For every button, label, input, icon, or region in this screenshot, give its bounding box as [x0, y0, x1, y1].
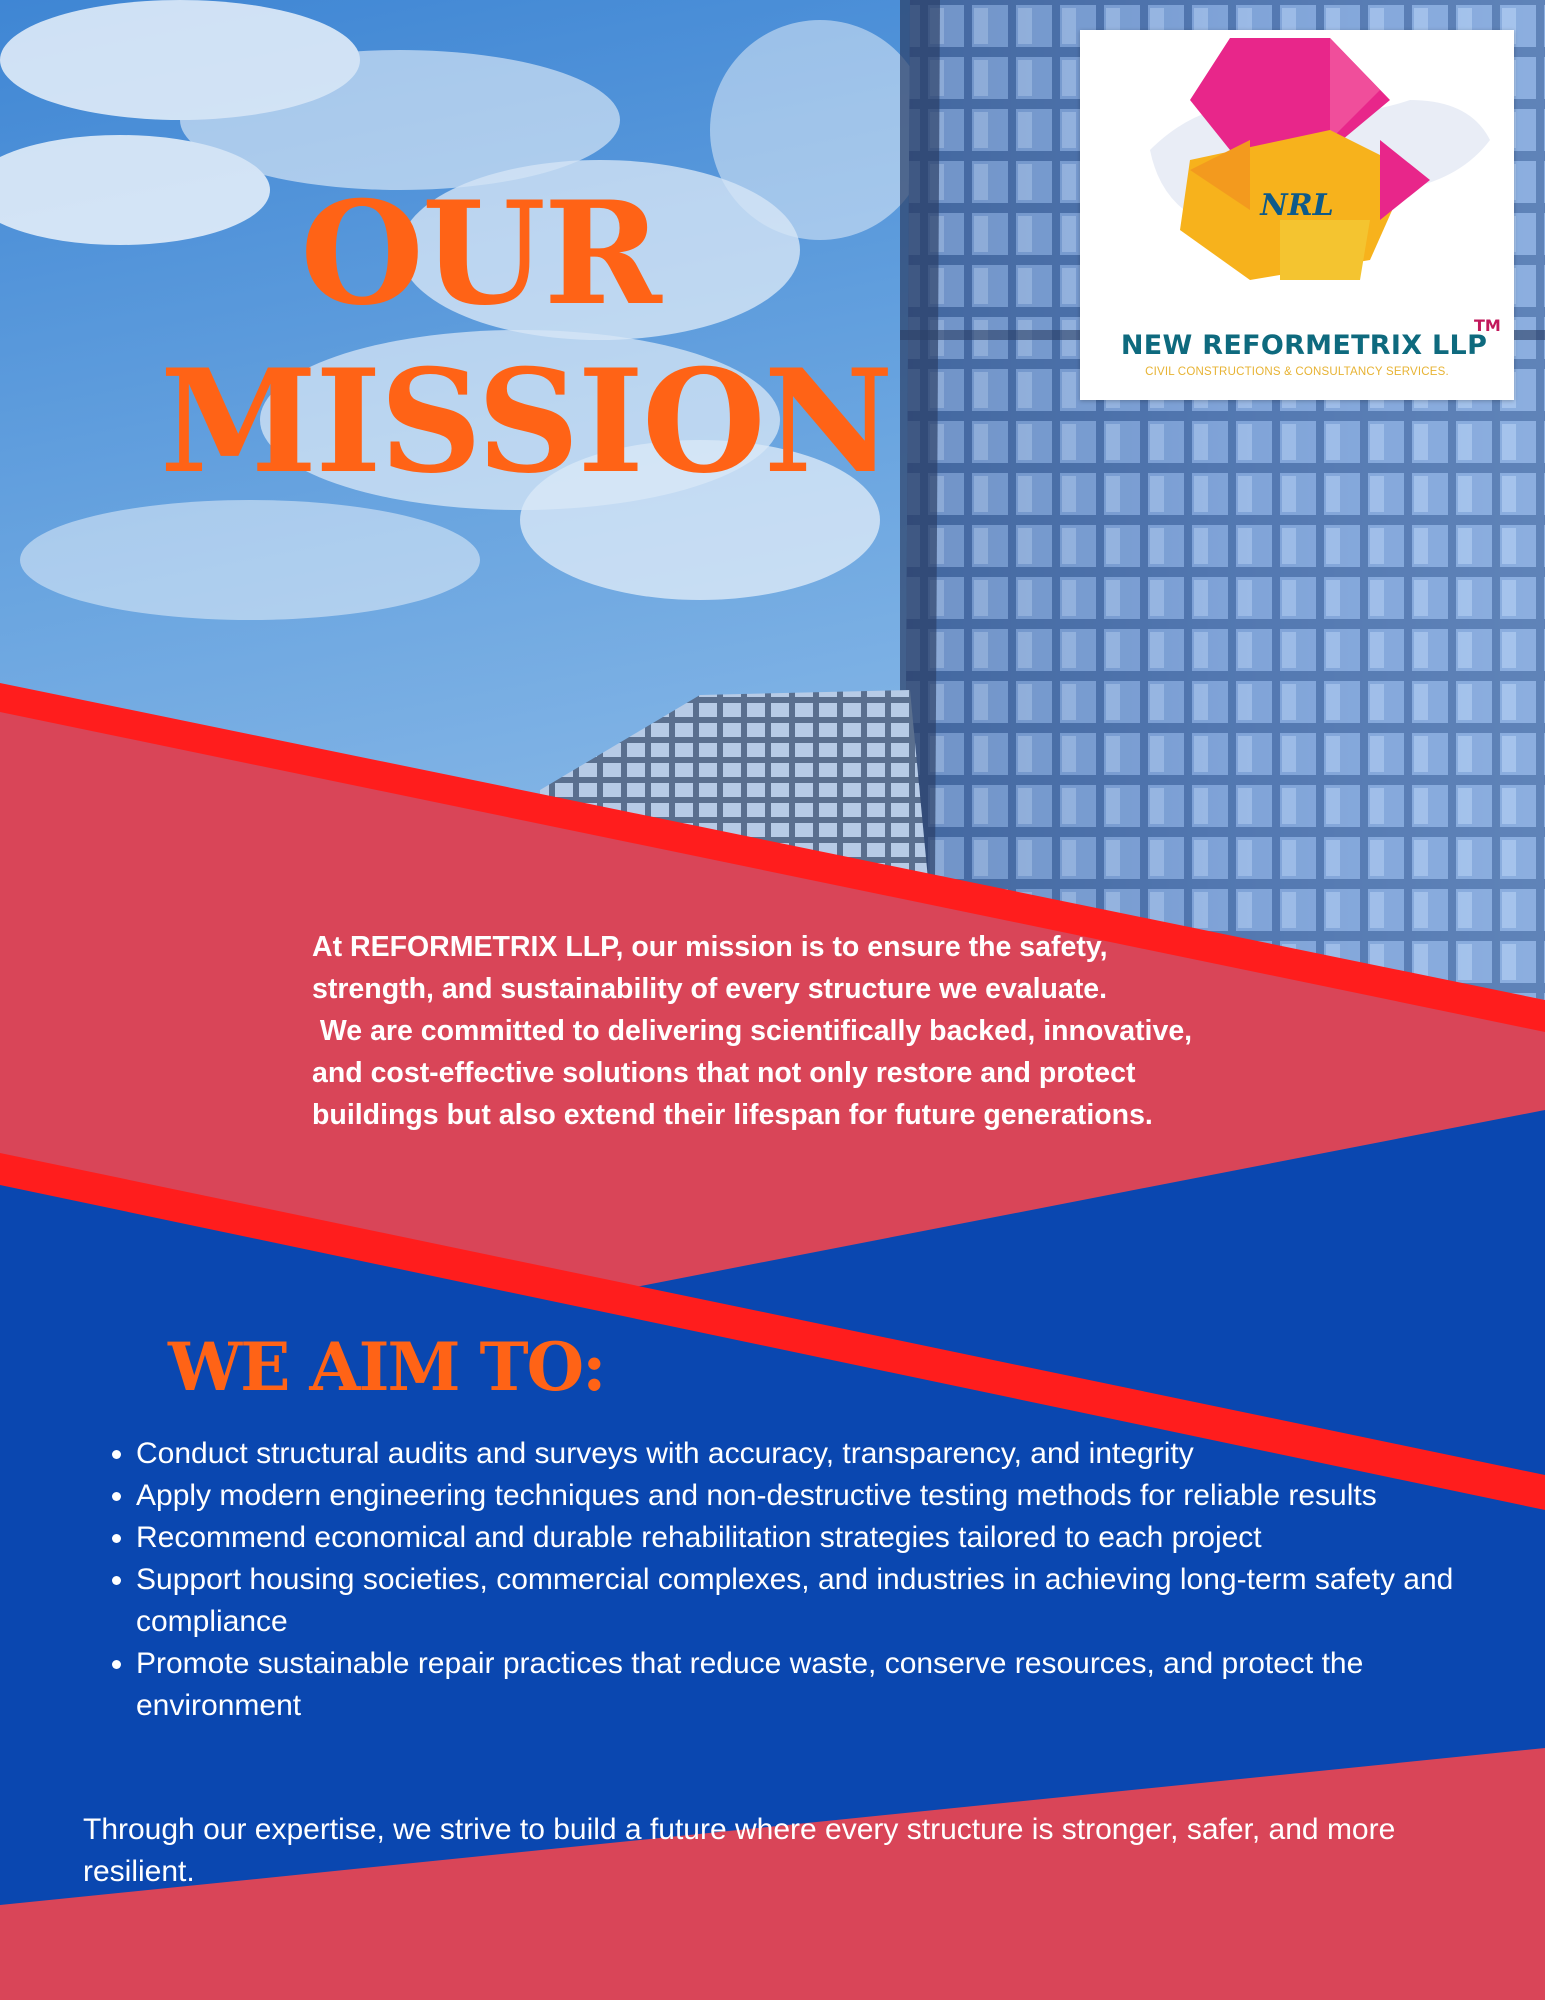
trademark-mark: TM	[1474, 316, 1501, 335]
intro-paragraph-2: We are committed to delivering scientifically backed, innovative, and cost-effective solutions that not only restore and protect buildings but also extend their lifespan for future generations.	[312, 1015, 1201, 1131]
list-item: • Conduct structural audits and surveys with accuracy, transparency, and integrity	[136, 1433, 1466, 1475]
title-line-2: MISSION	[160, 339, 892, 505]
logo-initials: NRL	[1260, 188, 1334, 223]
title-line-1: OUR	[300, 171, 660, 337]
logo-company-name: NEW REFORMETRIX LLP	[1120, 330, 1488, 361]
list-item: • Support housing societies, commercial complexes, and industries in achieving long-term safety and compliance	[136, 1559, 1466, 1643]
closing-statement: Through our expertise, we strive to build a future where every structure is stronger, safer, and more resilient.	[83, 1813, 1396, 1888]
company-logo	[1080, 30, 1514, 400]
logo-tagline: CIVIL CONSTRUCTIONS & CONSULTANCY SERVICES.	[1145, 366, 1449, 378]
page-title	[160, 170, 892, 506]
list-item: • Recommend economical and durable rehabilitation strategies tailored to each project	[136, 1517, 1466, 1559]
aims-heading: WE AIM TO:	[168, 1328, 605, 1406]
aims-list	[98, 1433, 1466, 1727]
list-item: • Apply modern engineering techniques and non-destructive testing methods for reliable results	[136, 1475, 1466, 1517]
mission-intro	[312, 926, 1212, 1136]
intro-paragraph-1: At REFORMETRIX LLP, our mission is to ensure the safety, strength, and sustainability of every structure we evaluate.	[312, 931, 1108, 1005]
list-item: • Promote sustainable repair practices that reduce waste, conserve resources, and protect the environment	[136, 1643, 1466, 1727]
